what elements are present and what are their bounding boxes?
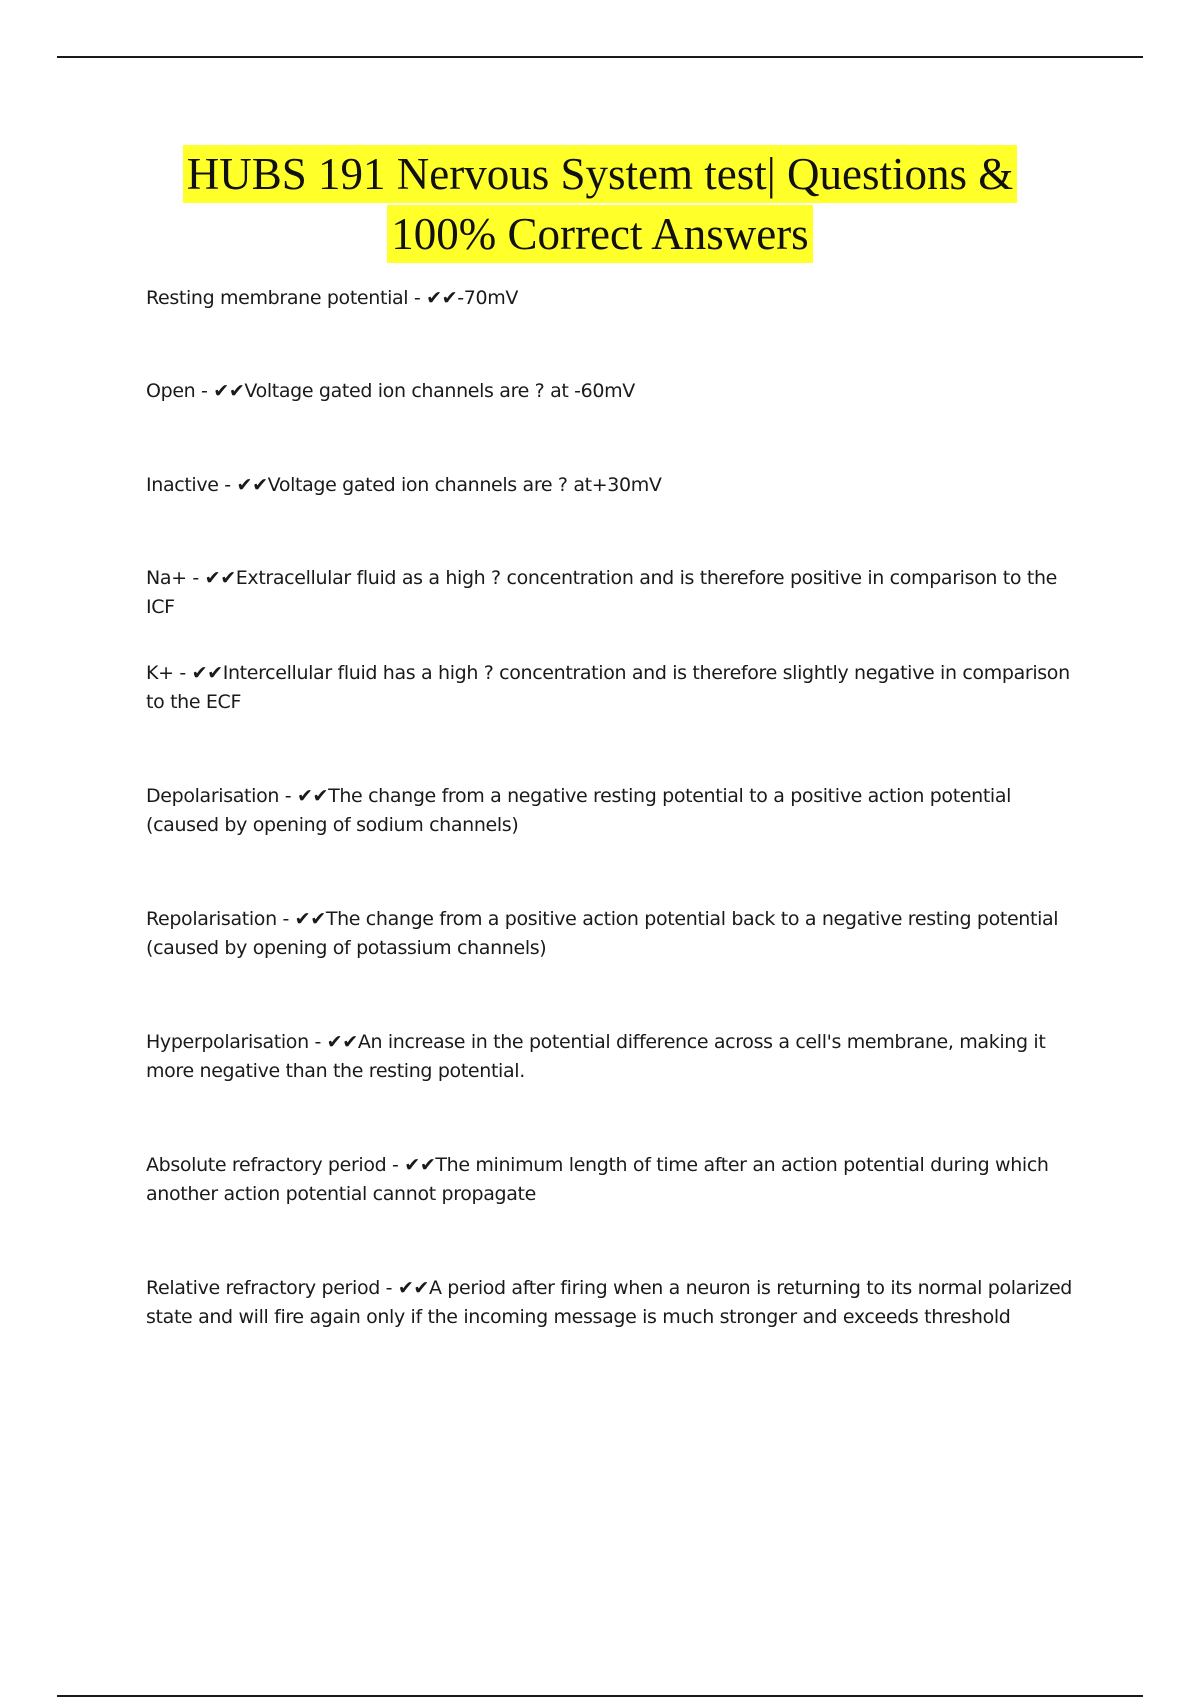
qa-separator: -	[379, 1277, 398, 1299]
title-line-2: 100% Correct Answers	[387, 205, 812, 263]
qa-answer: The change from a positive action potential back to a negative resting potential (caused by opening of potassium channels)	[146, 908, 1059, 959]
check-marks-icon: ✔✔	[191, 662, 223, 684]
qa-answer: An increase in the potential difference across a cell's membrane, making it more negative than the resting potential.	[146, 1031, 1046, 1082]
check-marks-icon: ✔✔	[294, 908, 326, 930]
qa-term: Resting membrane potential	[146, 287, 409, 309]
qa-separator: -	[386, 1154, 405, 1176]
qa-separator: -	[308, 1031, 327, 1053]
check-marks-icon: ✔✔	[397, 1277, 429, 1299]
qa-answer: Voltage gated ion channels are ? at+30mV	[267, 474, 662, 496]
check-marks-icon: ✔✔	[426, 287, 458, 309]
qa-term: Hyperpolarisation	[146, 1031, 309, 1053]
top-rule	[57, 56, 1143, 58]
qa-item	[146, 782, 1086, 839]
qa-answer: The change from a negative resting potential to a positive action potential (caused by opening of sodium channels)	[146, 785, 1012, 836]
qa-item	[146, 905, 1086, 962]
qa-term: Repolarisation	[146, 908, 277, 930]
qa-separator: -	[173, 662, 192, 684]
check-marks-icon: ✔✔	[236, 474, 268, 496]
qa-separator: -	[279, 785, 297, 807]
qa-term: Inactive	[146, 474, 219, 496]
qa-term: Relative refractory period	[146, 1277, 380, 1299]
qa-item	[146, 377, 635, 406]
qa-item	[146, 471, 662, 500]
bottom-rule	[57, 1695, 1143, 1697]
qa-separator: -	[408, 287, 427, 309]
check-marks-icon: ✔✔	[326, 1031, 358, 1053]
qa-item	[146, 284, 518, 313]
check-marks-icon: ✔✔	[404, 1154, 436, 1176]
check-marks-icon: ✔✔	[213, 380, 245, 402]
qa-item	[146, 1028, 1086, 1085]
qa-answer: Extracellular fluid as a high ? concentration and is therefore positive in comparison to the ICF	[146, 567, 1057, 618]
qa-item	[146, 564, 1086, 621]
qa-item	[146, 659, 1086, 716]
qa-term: Na+	[146, 567, 187, 589]
qa-item	[146, 1274, 1086, 1331]
document-title	[80, 145, 1120, 263]
check-marks-icon: ✔✔	[204, 567, 236, 589]
qa-item	[146, 1151, 1086, 1208]
qa-answer: The minimum length of time after an action potential during which another action potential cannot propagate	[146, 1154, 1049, 1205]
qa-term: Depolarisation	[146, 785, 280, 807]
qa-answer: A period after firing when a neuron is returning to its normal polarized state and will fire again only if the incoming message is much stronger and exceeds threshold	[146, 1277, 1073, 1328]
qa-separator: -	[195, 380, 214, 402]
qa-answer: Voltage gated ion channels are ? at -60mV	[244, 380, 635, 402]
qa-term: K+	[146, 662, 174, 684]
qa-separator: -	[218, 474, 237, 496]
check-marks-icon: ✔✔	[296, 785, 329, 807]
title-line-1: HUBS 191 Nervous System test| Questions &	[183, 145, 1018, 203]
qa-separator: -	[276, 908, 295, 930]
qa-separator: -	[186, 567, 205, 589]
qa-term: Open	[146, 380, 196, 402]
qa-answer: Intercellular fluid has a high ? concentration and is therefore slightly negative in comparison to the ECF	[146, 662, 1070, 713]
qa-term: Absolute refractory period	[146, 1154, 387, 1176]
qa-answer: -70mV	[457, 287, 519, 309]
